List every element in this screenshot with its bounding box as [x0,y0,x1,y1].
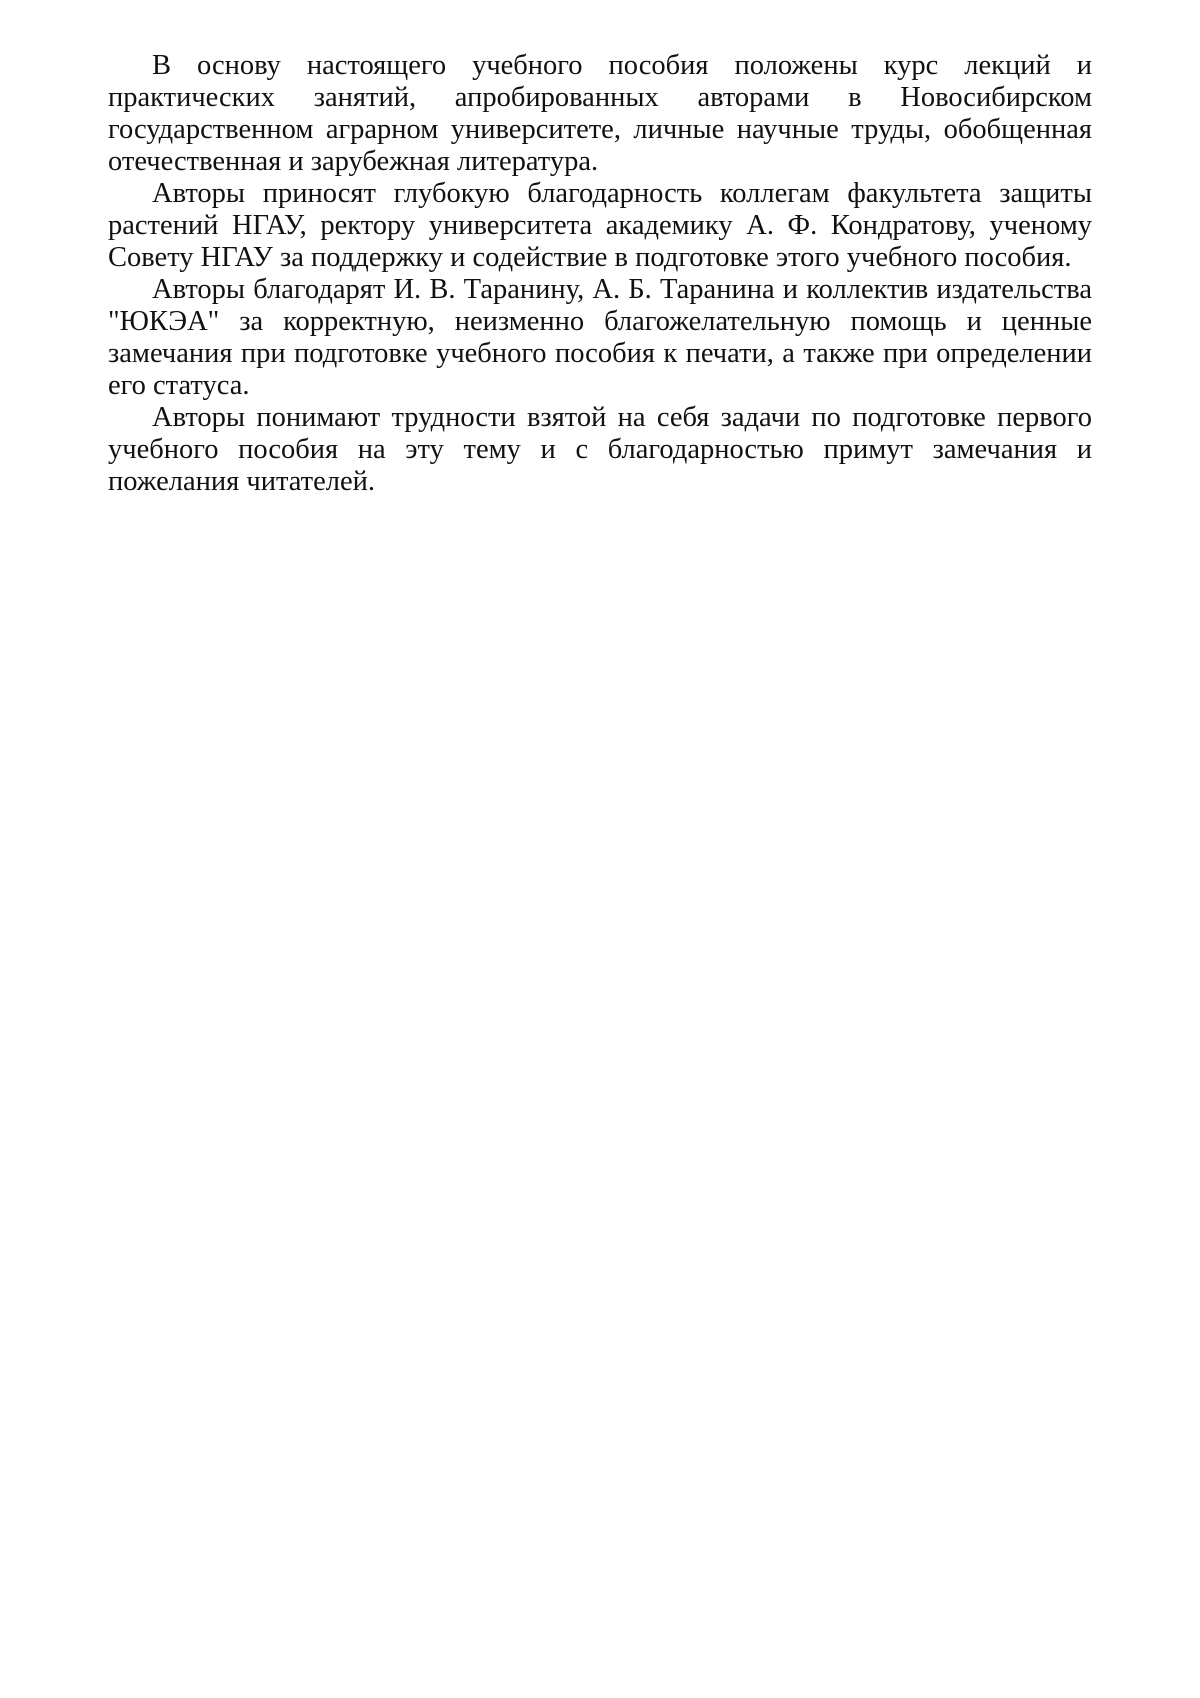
paragraph-4: Авторы понимают трудности взятой на себя задачи по подготовке первого учебного пособия на эту тему и с благодарностью примут замечания и пожелания читателей. [108,402,1092,497]
paragraph-2: Авторы приносят глубокую благодарность коллегам факультета защиты растений НГАУ, ректору университета академику А. Ф. Кондратову, ученому Совету НГАУ за поддержку и содействие в подготовке этого учебного пособия. [108,178,1092,273]
paragraph-1: В основу настоящего учебного пособия положены курс лекций и практических занятий, апробированных авторами в Новосибирском государственном аграрном университете, личные научные труды, обобщенная отечественная и зарубежная литература. [108,50,1092,177]
paragraph-3: Авторы благодарят И. В. Таранину, А. Б. Таранина и коллектив издательства "ЮКЭА" за корректную, неизменно благожелательную помощь и ценные замечания при подготовке учебного пособия к печати, а также при определении его статуса. [108,274,1092,401]
body-text [108,50,1092,498]
